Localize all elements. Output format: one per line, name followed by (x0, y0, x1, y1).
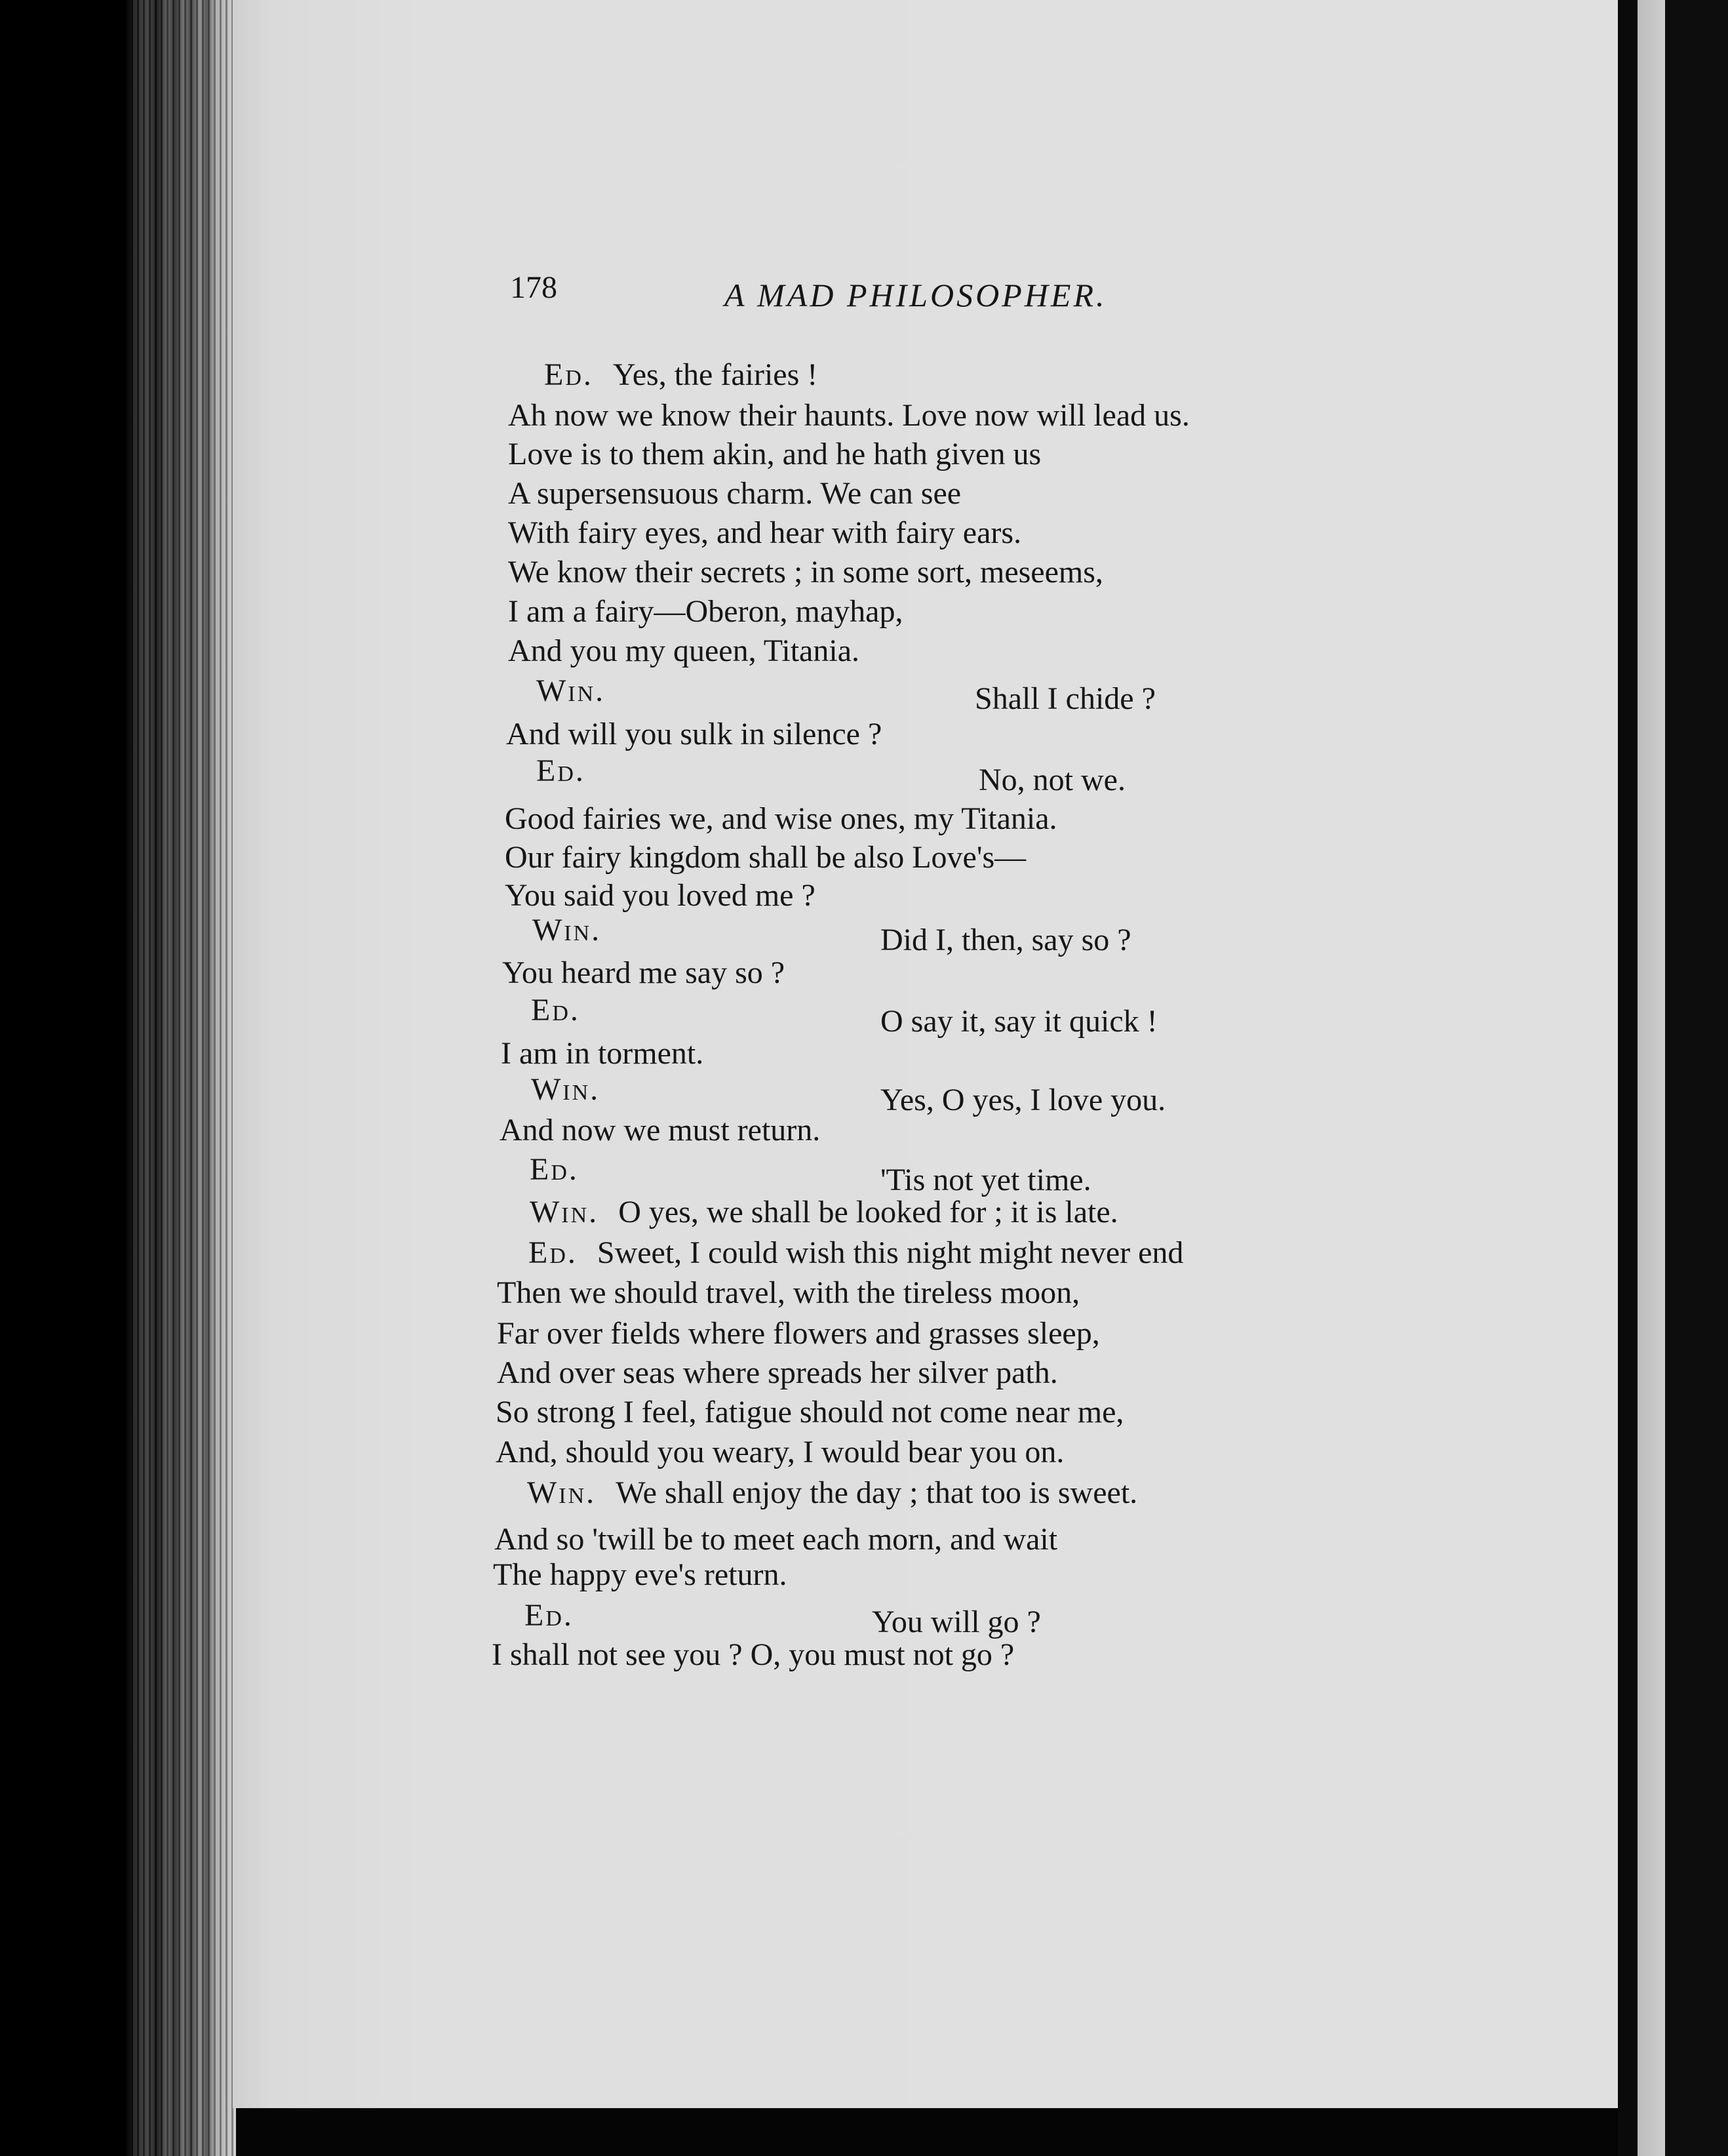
book-page-edges (0, 0, 236, 2156)
line-text: O yes, we shall be looked for ; it is late. (618, 1195, 1118, 1229)
line-text: Shall I chide ? (975, 681, 1156, 716)
verse-line: I am a fairy—Oberon, mayhap, (508, 594, 903, 629)
verse-line (527, 1477, 1137, 1509)
verse-line: Our fairy kingdom shall be also Love's— (505, 840, 1027, 875)
verse-line: And so 'twill be to meet each morn, and wait (494, 1522, 1058, 1557)
speaker-name: Ed. (528, 1235, 578, 1270)
page-number: 178 (510, 270, 557, 305)
speaker-name: Ed. (530, 1152, 579, 1187)
verse-line (524, 1600, 574, 1631)
verse-line: Far over fields where flowers and grasses sleep, (497, 1316, 1100, 1351)
verse-line (528, 1237, 1183, 1269)
verse-line: Good fairies we, and wise ones, my Titania. (505, 801, 1057, 836)
verse-line: And now we must return. (500, 1113, 821, 1148)
verse-line: You said you loved me ? (505, 878, 815, 913)
scan-background (1665, 0, 1728, 2156)
verse-line: Then we should travel, with the tireless moon, (497, 1275, 1080, 1310)
verse-line (536, 675, 605, 707)
speaker-name: Win. (532, 913, 602, 948)
verse-line (536, 755, 585, 787)
speaker-name: Win. (531, 1072, 600, 1107)
verse-line (530, 1154, 579, 1186)
verse-line: With fairy eyes, and hear with fairy ears. (508, 515, 1022, 550)
line-text: Did I, then, say so ? (880, 923, 1131, 957)
verse-line: We know their secrets ; in some sort, meseems, (508, 555, 1103, 589)
verse-line (544, 359, 817, 391)
verse-line (530, 1197, 1118, 1228)
verse-line: And will you sulk in silence ? (506, 717, 882, 751)
verse-line (531, 995, 580, 1026)
verse-line (532, 915, 601, 946)
speaker-name: Ed. (524, 1598, 574, 1633)
line-text: No, not we. (979, 763, 1126, 797)
verse-line: I am in torment. (501, 1036, 704, 1071)
speaker-name: Win. (536, 673, 606, 708)
speaker-name: Ed. (544, 357, 593, 392)
speaker-name: Win. (530, 1195, 599, 1229)
verse-line: You heard me say so ? (502, 955, 785, 990)
verse-line: A supersensuous charm. We can see (508, 476, 962, 511)
line-text: We shall enjoy the day ; that too is sweet. (616, 1475, 1138, 1510)
verse-line: So strong I feel, fatigue should not come near me, (496, 1395, 1124, 1429)
verse-line: And, should you weary, I would bear you on. (496, 1435, 1065, 1469)
verse-line: Love is to them akin, and he hath given us (508, 437, 1042, 471)
running-title: A MAD PHILOSOPHER. (724, 277, 1107, 313)
line-text: Yes, the fairies ! (612, 357, 818, 392)
verse-line: The happy eve's return. (493, 1557, 787, 1592)
book-gutter (1618, 0, 1638, 2156)
line-text: 'Tis not yet time. (880, 1163, 1091, 1197)
speaker-name: Win. (527, 1475, 597, 1510)
verse-line (531, 1074, 600, 1106)
line-text: You will go ? (872, 1605, 1041, 1639)
line-text: O say it, say it quick ! (880, 1004, 1158, 1039)
line-text: Yes, O yes, I love you. (880, 1083, 1166, 1117)
verse-line: I shall not see you ? O, you must not go ? (492, 1637, 1015, 1672)
book-page (233, 0, 1629, 2108)
verse-line: Ah now we know their haunts. Love now will lead us. (508, 398, 1190, 433)
line-text: Sweet, I could wish this night might never end (597, 1235, 1184, 1270)
verse-line: And you my queen, Titania. (508, 633, 859, 668)
speaker-name: Ed. (536, 753, 585, 788)
speaker-name: Ed. (531, 993, 580, 1028)
verse-line: And over seas where spreads her silver path. (497, 1355, 1058, 1390)
